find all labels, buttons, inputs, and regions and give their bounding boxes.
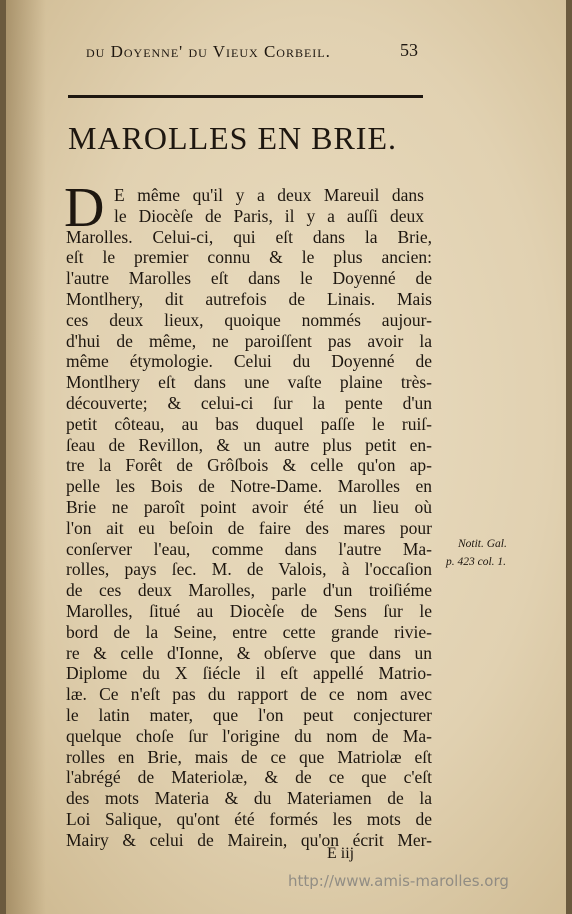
text-line: ſeau de Revillon, & un autre plus petit en- [66, 434, 432, 455]
text-line: Marolles, ſitué au Diocèſe de Sens ſur le [66, 601, 432, 621]
header-rule [68, 95, 423, 98]
text-line: des mots Materia & du Materiamen de la [66, 788, 432, 809]
text-line: tre la Forêt de Grôſbois & celle qu'on ap- [66, 455, 432, 476]
text-line: bord de la Seine, entre cette grande rivie- [66, 621, 432, 642]
text-line: de ces deux Marolles, parle d'un troiſiéme [66, 580, 432, 601]
text-line: quelque choſe ſur l'origine du nom de Ma- [66, 725, 432, 746]
text-line: découverte; & celui-ci ſur la pente d'un [66, 393, 432, 413]
watermark-url: http://www.amis-marolles.org [288, 872, 509, 890]
margin-note-line-1: Notit. Gal. [458, 538, 507, 550]
text-line: Mairy & celui de Mairein, qu'on écrit Mer- [66, 829, 432, 850]
text-line: l'abrégé de Materiolæ, & de ce que c'eſt [66, 767, 432, 788]
text-line: petit côteau, au bas duquel paſſe le ruiſ- [66, 413, 432, 434]
text-line: læ. Ce n'eſt pas du rapport de ce nom avec [66, 684, 432, 705]
text-line: Montlhery eſt dans une vaſte plaine très- [66, 372, 432, 393]
text-line: rolles, pays ſec. M. de Valois, à l'occaſion [66, 559, 432, 580]
text-line: re & celle d'Ionne, & obſerve que dans un [66, 642, 432, 663]
page-number: 53 [400, 40, 418, 60]
text-line: ces deux lieux, quoique nommés aujour- [66, 309, 432, 330]
text-line: le latin mater, que l'on peut conjecturer [66, 705, 432, 725]
text-line: Brie ne paroît point avoir été un lieu où [66, 497, 432, 517]
chapter-title: MAROLLES EN BRIE. [68, 120, 397, 156]
text-line: l'autre Marolles eſt dans le Doyenné de [66, 268, 432, 289]
text-line: Loi Salique, qu'ont été formés les mots de [66, 809, 432, 829]
running-head: du Doyenne' du Vieux Corbeil. [86, 42, 331, 61]
margin-note-line-2: p. 423 col. 1. [446, 556, 507, 568]
page-gutter-shadow [6, 0, 46, 914]
text-line: rolles en Brie, mais de ce que Matriolæ eſt [66, 746, 432, 767]
text-line: Marolles. Celui-ci, qui eſt dans la Brie, [66, 226, 432, 247]
text-line: pelle les Bois de Notre-Dame. Marolles en [66, 476, 432, 497]
text-line: Diplome du X ſiécle il eſt appellé Matrio- [66, 663, 432, 684]
signature-mark: E iij [327, 845, 355, 862]
text-line: d'hui de même, ne paroiſſent pas avoir la [66, 330, 432, 351]
text-line: conſerver l'eau, comme dans l'autre Ma- [66, 538, 432, 559]
text-line: l'on ait eu beſoin de faire des mares pour [66, 517, 432, 538]
text-line: eſt le premier connu & le plus ancien: [66, 247, 432, 268]
text-line: même étymologie. Celui du Doyenné de [66, 351, 432, 372]
text-line: Montlhery, dit autrefois de Linais. Mais [66, 289, 432, 309]
text-line: E même qu'il y a deux Mareuil dans [114, 185, 424, 205]
book-page [6, 0, 566, 914]
text-line: le Diocèſe de Paris, il y a auſſi deux [114, 205, 424, 226]
drop-cap: D [64, 177, 105, 239]
